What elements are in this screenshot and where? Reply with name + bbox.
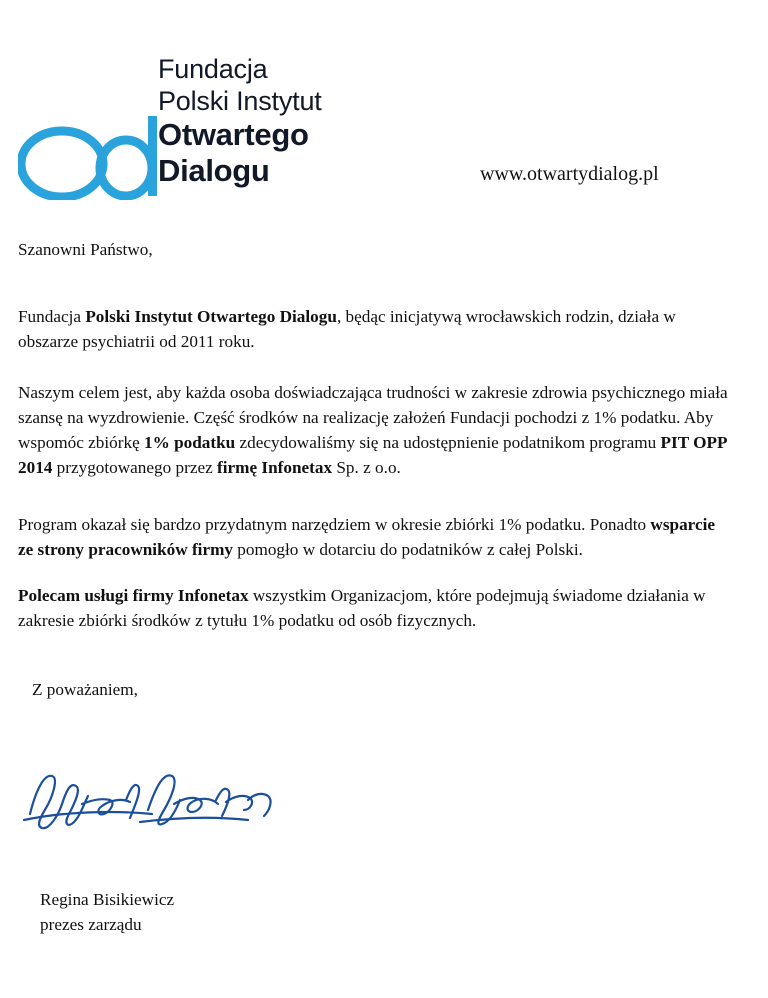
paragraph-1: Fundacja Polski Instytut Otwartego Dialogu, będąc inicjatywą wrocławskich rodzin, działa w obszarze psychiatrii od 2011 roku. [18,306,676,351]
signer-name: Regina Bisikiewicz [40,890,175,909]
signer-title: prezes zarządu [40,914,142,934]
paragraph-3: Program okazał się bardzo przydatnym narzędziem w okresie zbiórki 1% podatku. Ponadto wsparcie ze strony pracowników firmy pomogło w dotarciu do podatników z całej Polski. [18,514,716,559]
letter-body [18,238,732,703]
letter-header [0,38,768,208]
foundation-logo [18,38,398,203]
foundation-name [158,54,408,190]
website-url: www.otwartydialog.pl [480,163,659,185]
paragraph-4: Polecam usługi firmy Infonetax wszystkim Organizacjom, które podejmują świadome działania w zakresie zbiórki środków z tytułu 1% podatku od osób fizycznych. [18,586,706,631]
logo-line-2: Polski Instytut [158,85,322,116]
closing-line: Z poważaniem, [32,680,138,700]
logo-line-1: Fundacja [158,54,268,84]
paragraph-2: Naszym celem jest, aby każda osoba doświadczająca trudności w zakresie zdrowia psychicznego miała szansę na wyzdrowienie. Część środków na realizację założeń Fundacji pochodzi z 1% podatku. Aby wspomóc zbiórkę 1% podatku zdecydowaliśmy się na udostępnienie podatnikom programu PIT OPP 2014 przygotowanego przez firmę Infonetax Sp. z o.o. [18,382,728,477]
signature-image [22,760,282,840]
od-logo-icon [18,116,168,200]
logo-line-4: Dialogu [158,153,270,189]
logo-line-3: Otwartego [158,117,309,153]
salutation: Szanowni Państwo, [18,240,153,259]
signer-block [40,888,174,938]
